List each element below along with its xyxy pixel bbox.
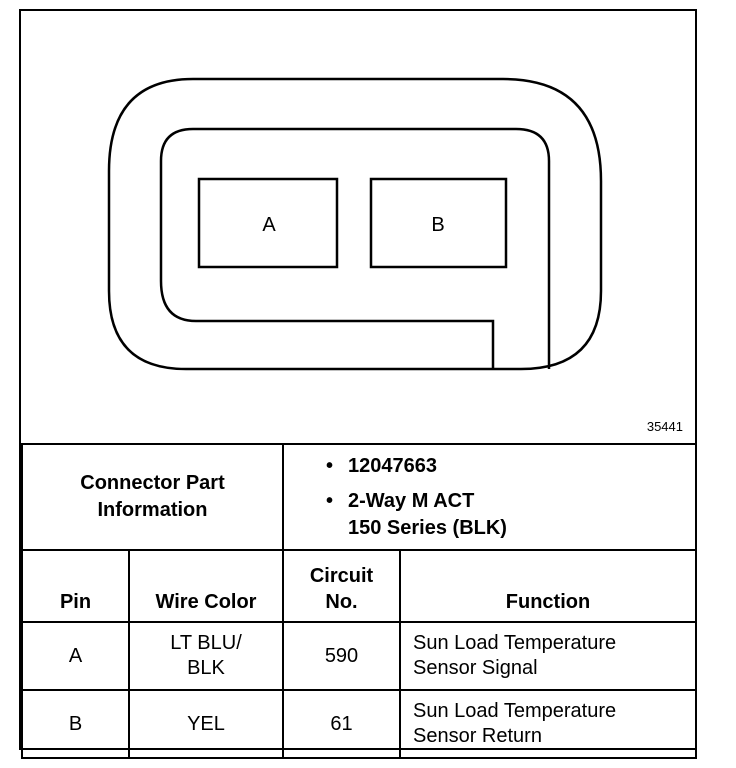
connector-part-details [283, 444, 696, 550]
function-line2: Sensor Signal [413, 657, 538, 679]
part-number: 12047663 [348, 454, 437, 477]
connector-inner-cavity [161, 129, 549, 369]
pin-cell: B [22, 690, 129, 758]
header-circuit-line1: Circuit [309, 565, 374, 587]
table-row [22, 622, 696, 690]
wire-color-cell [129, 690, 283, 758]
function-line1: Sun Load Temperature [413, 700, 617, 722]
connector-face-drawing [21, 11, 695, 443]
part-description-item [326, 488, 695, 542]
connector-info-table [21, 443, 697, 759]
header-circuit-no [283, 550, 400, 622]
connector-part-label-line2: Information [97, 499, 208, 521]
function-line1: Sun Load Temperature [413, 632, 617, 654]
connector-diagram [21, 11, 695, 443]
header-function: Function [400, 550, 696, 622]
wire-color-line2: BLK [187, 657, 225, 679]
connector-part-row [22, 444, 696, 550]
header-circuit-line2: No. [325, 591, 358, 613]
pin-a-label: A [262, 214, 276, 236]
part-description-line2: 150 Series (BLK) [348, 516, 507, 539]
bullet-icon: • [326, 489, 334, 512]
connector-outer-housing [109, 79, 601, 369]
wire-color-line1: YEL [187, 712, 225, 735]
circuit-cell: 61 [283, 690, 400, 758]
connector-part-label-line1: Connector Part [80, 472, 225, 494]
figure-number: 35441 [646, 419, 683, 434]
circuit-cell: 590 [283, 622, 400, 690]
function-cell [400, 622, 696, 690]
wire-color-line1: LT BLU/ [170, 632, 242, 654]
function-cell [400, 690, 696, 758]
part-number-item [326, 453, 695, 480]
table-header-row [22, 550, 696, 622]
wire-color-cell [129, 622, 283, 690]
table-row [22, 690, 696, 758]
function-line2: Sensor Return [413, 725, 542, 747]
connector-part-label [22, 444, 283, 550]
header-pin: Pin [22, 550, 129, 622]
bullet-icon: • [326, 454, 334, 477]
connector-frame [19, 9, 697, 750]
pin-b-label: B [431, 214, 445, 236]
part-description-line1: 2-Way M ACT [348, 489, 475, 512]
header-wire-color: Wire Color [129, 550, 283, 622]
pin-cell: A [22, 622, 129, 690]
